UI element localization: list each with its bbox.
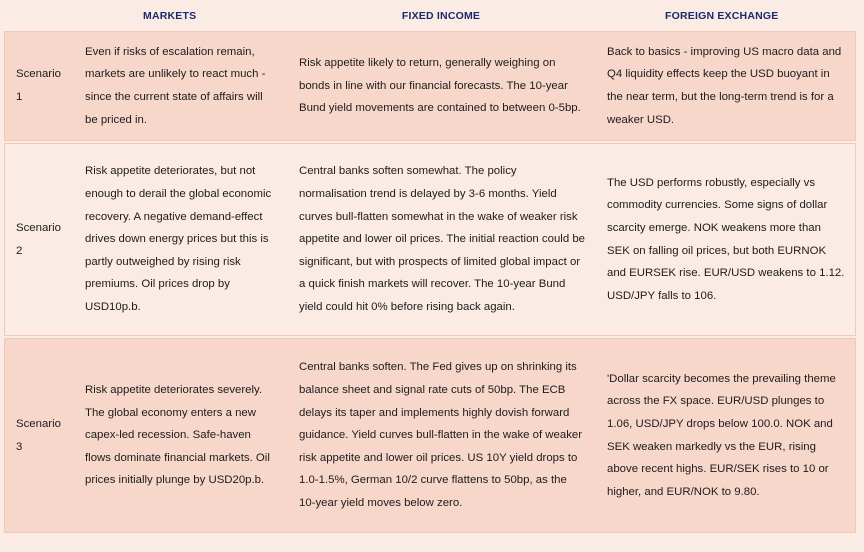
table-row-scenario-1 (4, 31, 856, 141)
fixed-income-cell: Risk appetite likely to return, generally weighing on bonds in line with our financial forecasts. The 10-year Bund yield movements are contained to between 0-5bp. (287, 31, 595, 141)
table-row-scenario-3 (4, 338, 856, 533)
foreign-exchange-cell: 'Dollar scarcity becomes the prevailing theme across the FX space. EUR/USD plunges to 1.06, USD/JPY drops below 100.0. NOK and SEK weaken markedly vs the EUR, rising above recent highs. EUR/SEK rises to 10 or higher, and EUR/NOK to 9.80. (595, 338, 856, 533)
table-header-row (4, 0, 856, 31)
header-foreign-exchange: FOREIGN EXCHANGE (595, 0, 856, 31)
table-row-scenario-2 (4, 143, 856, 336)
scenario-label: Scenario 2 (4, 143, 73, 336)
scenario-table (4, 0, 856, 533)
scenario-label: Scenario 3 (4, 338, 73, 533)
markets-cell: Risk appetite deteriorates severely. The global economy enters a new capex-led recession. Safe-haven flows dominate financial markets. Oil prices initially plunge by USD20p.b. (73, 338, 287, 533)
header-markets: MARKETS (73, 0, 287, 31)
fixed-income-cell: Central banks soften. The Fed gives up on shrinking its balance sheet and signal rate cuts of 50bp. The ECB delays its taper and implements highly dovish forward guidance. Yield curves bull-flatten in the wake of weaker risk appetite and lower oil prices. US 10Y yield drops to 1.0-1.5%, German 10/2 curve flattens to 50bp, as the 10-year yield moves below zero. (287, 338, 595, 533)
markets-cell: Risk appetite deteriorates, but not enough to derail the global economic recovery. A negative demand-effect drives down energy prices but this is partly outweighed by rising risk premiums. Oil prices drop by USD10p.b. (73, 143, 287, 336)
markets-cell: Even if risks of escalation remain, markets are unlikely to react much - since the current state of affairs will be priced in. (73, 31, 287, 141)
scenario-label: Scenario 1 (4, 31, 73, 141)
foreign-exchange-cell: Back to basics - improving US macro data and Q4 liquidity effects keep the USD buoyant in the near term, but the long-term trend is for a weaker USD. (595, 31, 856, 141)
fixed-income-cell: Central banks soften somewhat. The policy normalisation trend is delayed by 3-6 months. Yield curves bull-flatten somewhat in the wake of weaker risk appetite and lower oil prices. The initial reaction could be significant, but with prospects of limited global impact or a quick finish markets will recover. The 10-year Bund yield could hit 0% before rising back again. (287, 143, 595, 336)
foreign-exchange-cell: The USD performs robustly, especially vs commodity currencies. Some signs of dollar scarcity emerge. NOK weakens more than SEK on falling oil prices, but both EURNOK and EURSEK rise. EUR/USD weakens to 1.12. USD/JPY falls to 106. (595, 143, 856, 336)
header-scenario (4, 0, 73, 31)
header-fixed-income: FIXED INCOME (287, 0, 595, 31)
